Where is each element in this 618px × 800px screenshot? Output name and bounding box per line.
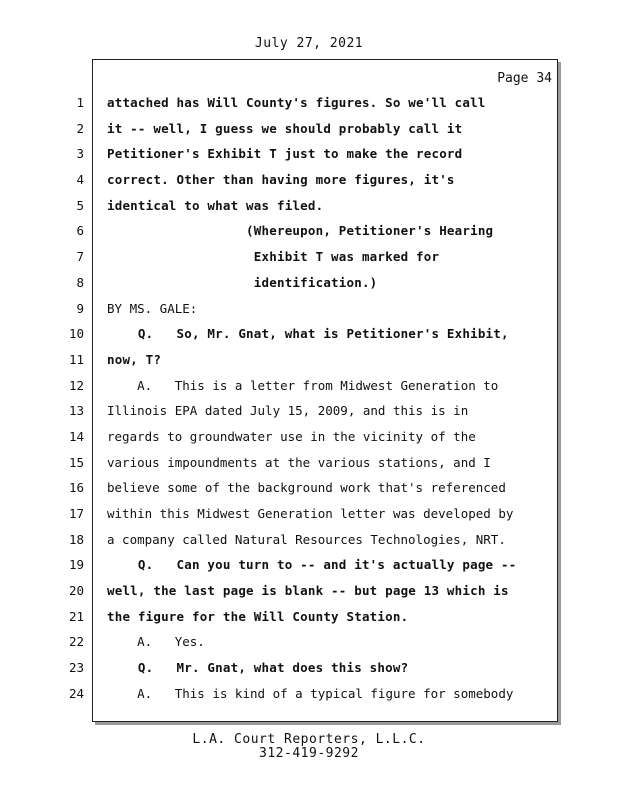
transcript-line: various impoundments at the various stations, and I [107,454,491,470]
transcript-date: July 27, 2021 [254,36,364,51]
line-number: 9 [76,300,84,316]
reporter-company: L.A. Court Reporters, L.L.C. [192,732,426,747]
line-number: 6 [76,223,84,239]
transcript-line: A. This is a letter from Midwest Generation to [107,377,499,393]
line-number: 7 [76,249,84,265]
transcript-line: well, the last page is blank -- but page 13 which is [107,583,509,599]
transcript-line: A. Yes. [107,634,205,650]
transcript-line: correct. Other than having more figures, it's [107,172,455,188]
line-number: 5 [76,197,84,213]
transcript-line: Q. Mr. Gnat, what does this show? [107,660,409,676]
transcript-line: (Whereupon, Petitioner's Hearing [107,223,494,239]
line-number: 17 [68,506,84,521]
transcript-line: regards to groundwater use in the vicinity of the [107,428,476,444]
line-number: 20 [68,583,84,599]
line-number: 10 [68,326,84,342]
line-number-column [0,90,84,707]
transcript-line: Petitioner's Exhibit T just to make the record [107,146,463,162]
line-number: 4 [76,172,84,188]
line-number: 2 [76,120,84,136]
transcript-line: Illinois EPA dated July 15, 2009, and this is in [107,403,469,419]
transcript-line: attached has Will County's figures. So we'll call [107,95,486,110]
line-number: 11 [68,351,84,367]
transcript-line: identical to what was filed. [107,197,324,213]
line-number: 18 [68,531,84,547]
transcript-line: now, T? [107,351,162,367]
line-number: 24 [68,685,84,701]
transcript-line: A. This is kind of a typical figure for somebody [107,685,514,701]
transcript-line: Q. So, Mr. Gnat, what is Petitioner's Exhibit, [107,326,509,342]
line-number: 13 [68,403,84,419]
line-number: 19 [68,557,84,573]
line-number: 23 [68,660,84,676]
line-number: 8 [76,274,84,290]
transcript-line: a company called Natural Resources Technologies, NRT. [107,531,506,547]
line-number: 12 [68,377,84,393]
transcript-text-column [107,90,547,707]
line-number: 1 [76,95,84,110]
transcript-line: believe some of the background work that's referenced [107,480,506,496]
line-number: 16 [68,480,84,496]
line-number: 14 [68,428,84,444]
footer [0,733,618,761]
line-number: 22 [68,634,84,650]
transcript-line: it -- well, I guess we should probably call it [107,120,463,136]
transcript-line: the figure for the Will County Station. [107,608,409,624]
transcript-line: Exhibit T was marked for [107,249,440,265]
transcript-line: within this Midwest Generation letter was developed by [107,506,514,521]
transcript-line: Q. Can you turn to -- and it's actually page -- [107,557,517,573]
transcript-line: identification.) [107,274,378,290]
line-number: 3 [76,146,84,162]
line-number: 21 [68,608,84,624]
transcript-line: BY MS. GALE: [107,300,198,316]
page-number: Page 34 [497,71,552,86]
reporter-phone: 312-419-9292 [259,746,359,761]
line-number: 15 [68,454,84,470]
